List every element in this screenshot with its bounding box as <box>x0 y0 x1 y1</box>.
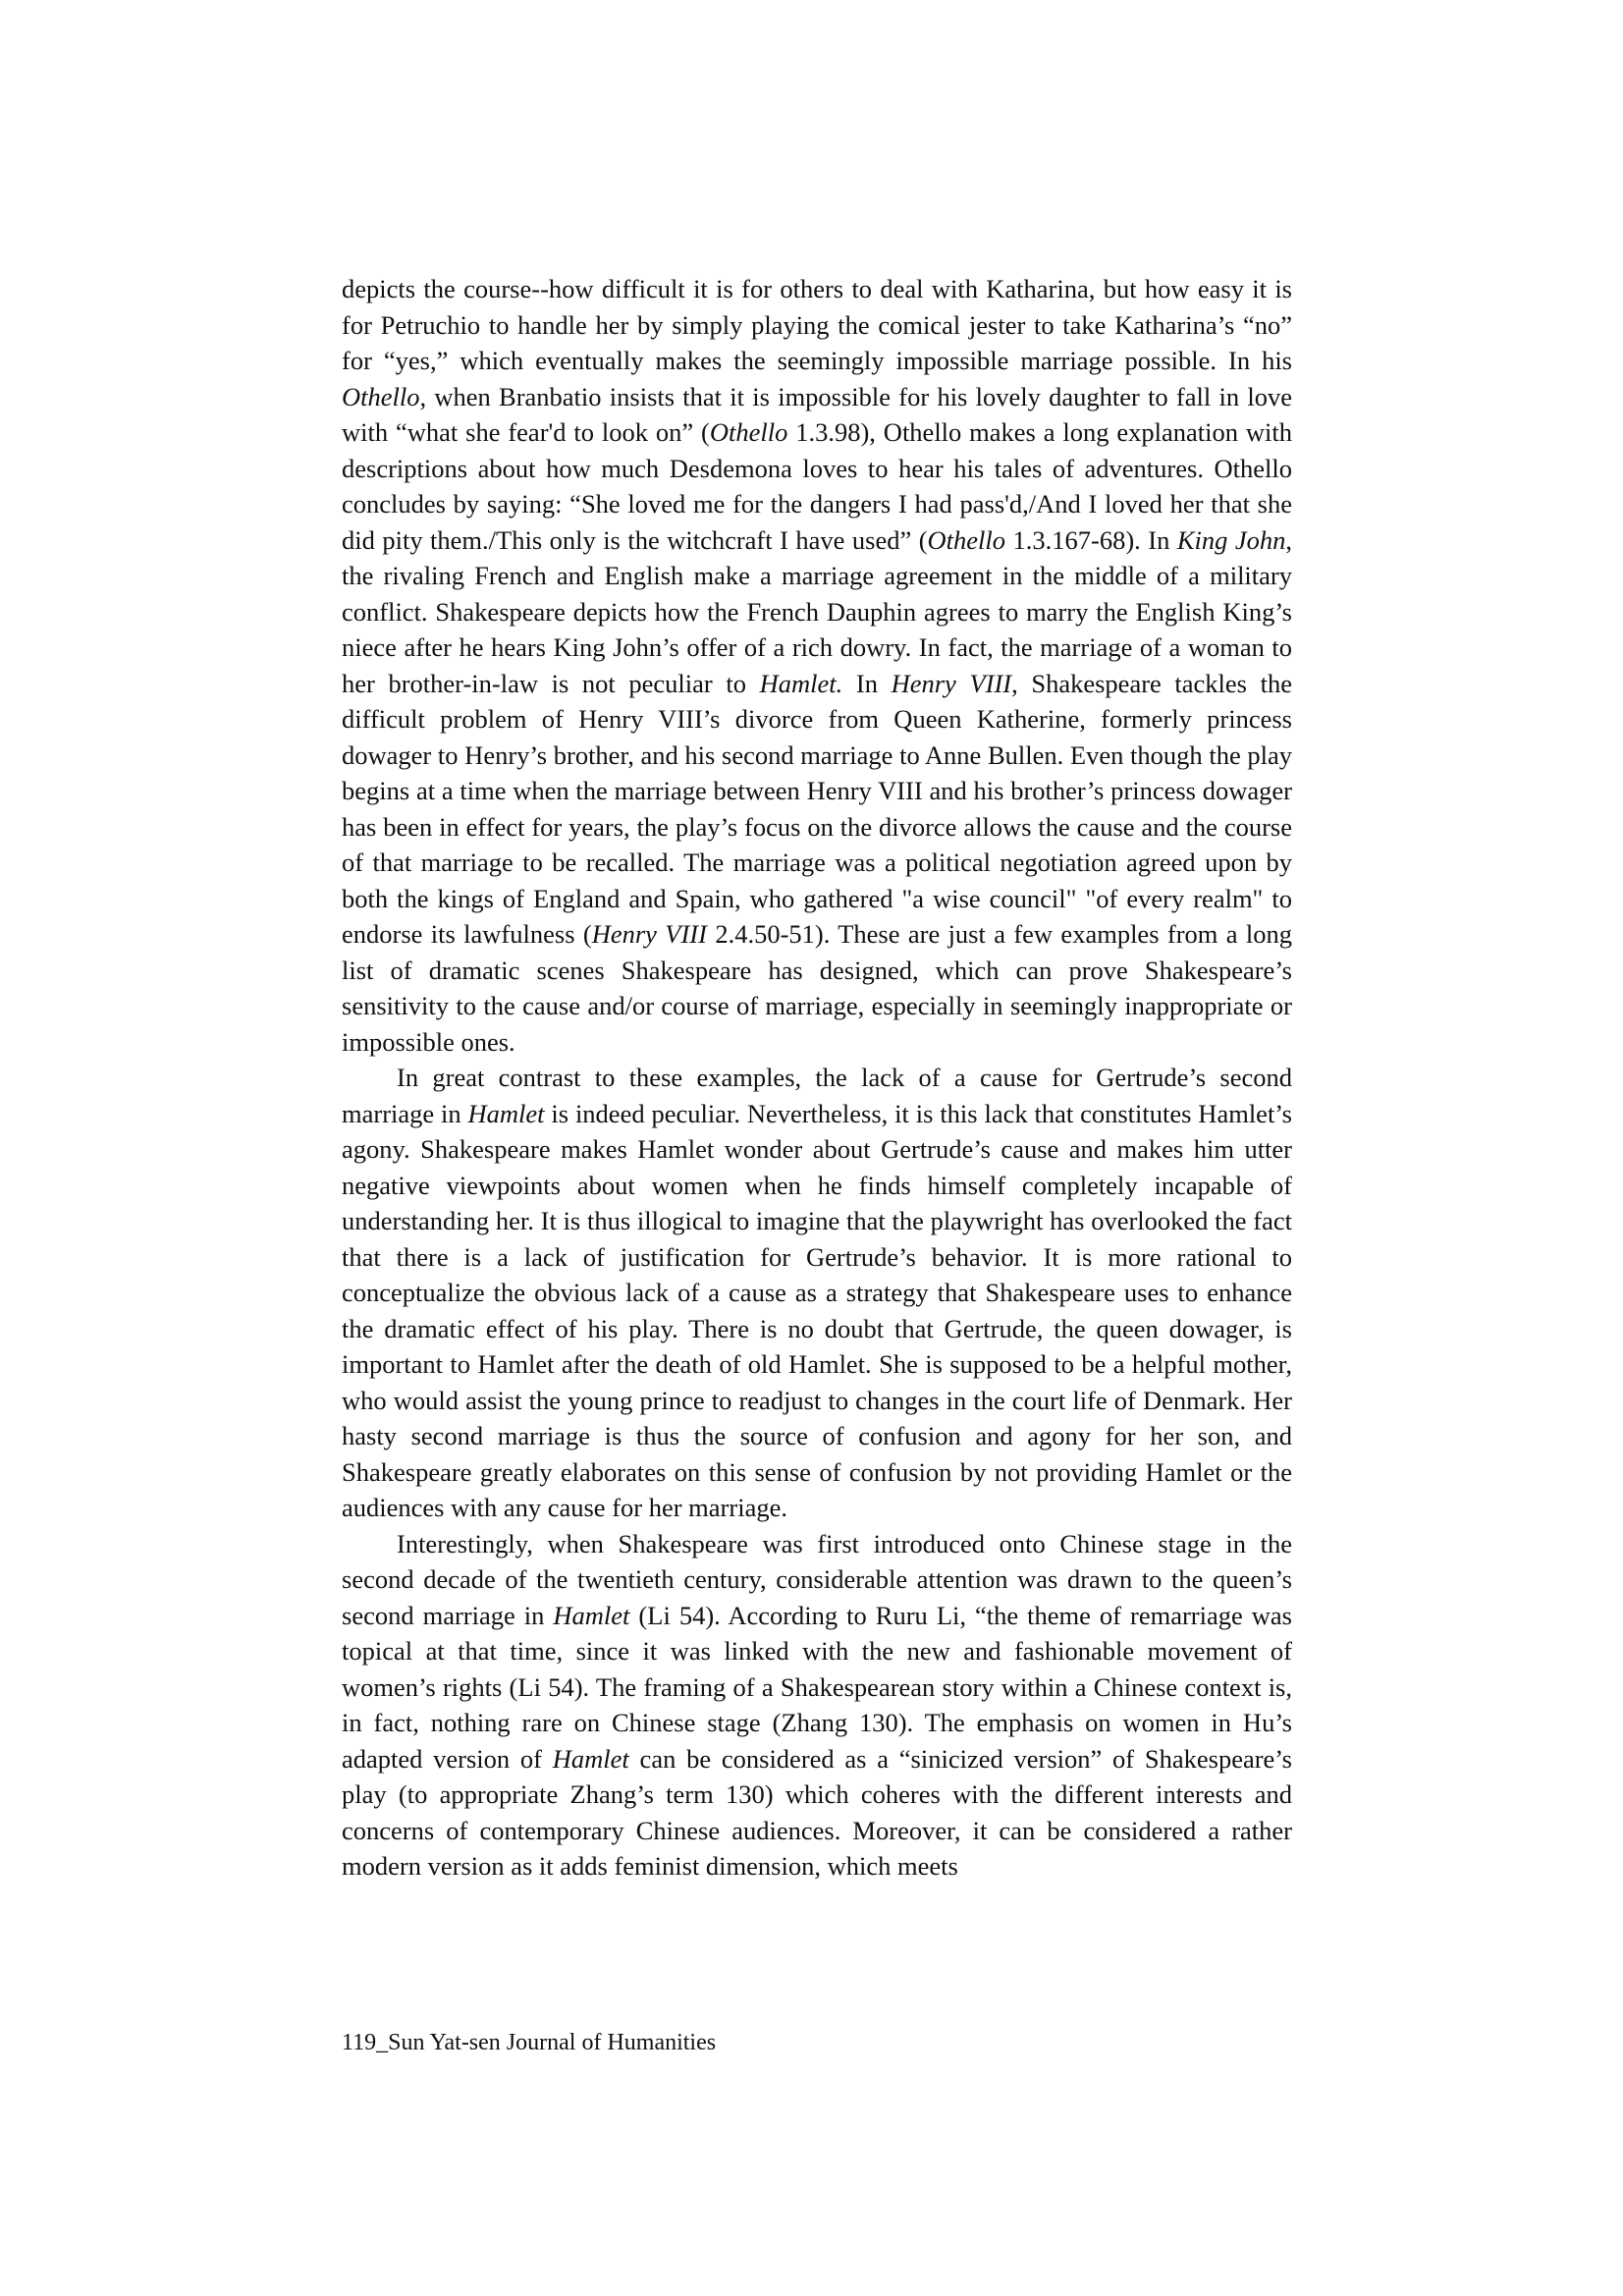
text-run-italic: Othello <box>709 417 788 447</box>
text-run: , Shakespeare tackles the difficult problem of Henry VIII’s divorce from Queen Katherine, formerly princess dowager to Henry’s brother, and his second marriage to Anne Bullen. Even though the play begins at a time when the marriage between Henry VIII and his brother’s princess dowager has been in effect for years, the play’s focus on the divorce allows the cause and the course of that marriage to be recalled. The marriage was a political negotiation agreed upon by both the kings of England and Spain, who gathered "a wise council" "of every realm" to endorse its lawfulness ( <box>342 668 1293 949</box>
text-run-italic: King John <box>1176 524 1286 555</box>
text-run-italic: Hamlet <box>467 1098 545 1128</box>
text-run: 1.3.167-68). In <box>1005 524 1177 555</box>
text-run-italic: Hamlet <box>553 1600 630 1630</box>
text-run: , the rivaling French and English make a marriage agreement in the middle of a military conflict. Shakespeare depicts how the French Dauphin agrees to marry the English King’s niece after he hears King John’s offer of a rich dowry. In fact, the marriage of a woman to her brother-in-law is not peculiar to <box>342 524 1292 698</box>
text-run: Interestingly, when Shakespeare was first introduced onto Chinese stage in the second decade of the twentieth century, considerable attention was drawn to the queen’s second marriage in <box>342 1528 1292 1630</box>
text-run: In great contrast to these examples, the lack of a cause for Gertrude’s second marriage in <box>342 1063 1292 1128</box>
paragraph-1 <box>342 271 1292 1060</box>
text-run-italic: Hamlet <box>552 1743 629 1774</box>
text-run: In <box>842 668 892 698</box>
text-run: can be considered as a “sinicized version” of Shakespeare’s play (to appropriate Zhang’s term 130) which coheres with the different interests and concerns of contemporary Chinese audiences. Moreover, it can be considered a rather modern version as it adds feminist dimension, which meets <box>342 1743 1292 1881</box>
paragraph-3 <box>342 1526 1292 1885</box>
text-run-italic: Henry VIII <box>891 668 1012 698</box>
page-body <box>342 271 1292 1885</box>
text-run-italic: Hamlet. <box>759 668 843 698</box>
text-run-italic: Henry VIII <box>591 919 707 949</box>
paragraph-2 <box>342 1060 1292 1526</box>
text-run: is indeed peculiar. Nevertheless, it is this lack that constitutes Hamlet’s agony. Shakespeare makes Hamlet wonder about Gertrude’s cause and makes him utter negative viewpoints about women when he finds himself completely incapable of understanding her. It is thus illogical to imagine that the playwright has overlooked the fact that there is a lack of justification for Gertrude’s behavior. It is more rational to conceptualize the obvious lack of a cause as a strategy that Shakespeare uses to enhance the dramatic effect of his play. There is no doubt that Gertrude, the queen dowager, is important to Hamlet after the death of old Hamlet. She is supposed to be a helpful mother, who would assist the young prince to readjust to changes in the court life of Denmark. Her hasty second marriage is thus the source of confusion and agony for her son, and Shakespeare greatly elaborates on this sense of confusion by not providing Hamlet or the audiences with any cause for her marriage. <box>342 1098 1292 1522</box>
page-footer: 119_Sun Yat-sen Journal of Humanities <box>342 2030 717 2055</box>
text-run-italic: Othello <box>342 381 420 411</box>
text-run-italic: Othello <box>927 524 1006 555</box>
text-run: depicts the course--how difficult it is for others to deal with Katharina, but how easy it is for Petruchio to handle her by simply playing the comical jester to take Katharina’s “no” for “yes,” which eventually makes the seemingly impossible marriage possible. In his <box>342 274 1292 375</box>
text-run: , when Branbatio insists that it is impossible for his lovely daughter to fall in love with “what she fear'd to look on” ( <box>342 381 1292 447</box>
text-run: 1.3.98), Othello makes a long explanation with descriptions about how much Desdemona loves to hear his tales of adventures. Othello concludes by saying: “She loved me for the dangers I had pass'd,/And I loved her that she did pity them./This only is the witchcraft I have used” ( <box>342 417 1292 555</box>
text-run: 2.4.50-51). These are just a few examples from a long list of dramatic scenes Shakespeare has designed, which can prove Shakespeare’s sensitivity to the cause and/or course of marriage, especially in seemingly inappropriate or impossible ones. <box>342 919 1292 1057</box>
text-run: (Li 54). According to Ruru Li, “the theme of remarriage was topical at that time, since it was linked with the new and fashionable movement of women’s rights (Li 54). The framing of a Shakespearean story within a Chinese context is, in fact, nothing rare on Chinese stage (Zhang 130). The emphasis on women in Hu’s adapted version of <box>342 1600 1292 1774</box>
